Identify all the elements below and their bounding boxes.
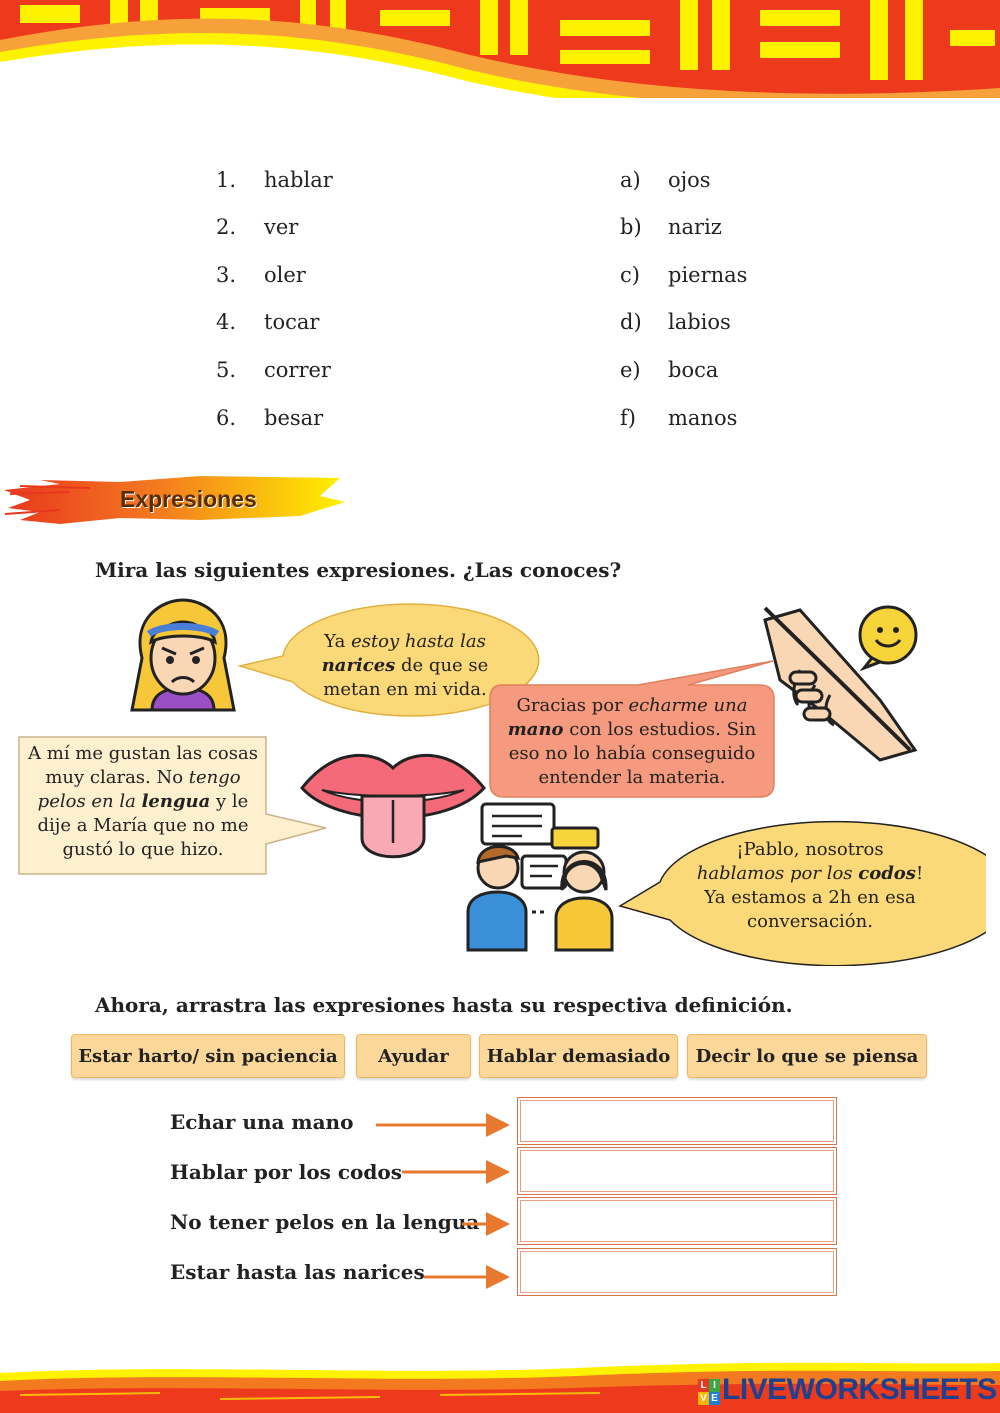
people-talking-icon xyxy=(462,800,622,960)
liveworksheets-brand: LIVEWORKSHEETS xyxy=(722,1373,997,1406)
left-word: oler xyxy=(264,263,306,287)
right-letter: f) xyxy=(620,406,636,430)
chip-ayudar[interactable]: Ayudar xyxy=(356,1034,471,1078)
badge-letter: I xyxy=(709,1379,720,1392)
left-word: besar xyxy=(264,406,324,430)
bubble-text-mano: Gracias por echarme una mano con los estudios. Sin eso no lo había conseguido entender la materia. xyxy=(507,695,757,788)
right-word: labios xyxy=(668,310,731,334)
expression-label: No tener pelos en la lengua xyxy=(170,1210,480,1234)
exercise-instruction: Ahora, arrastra las expresiones hasta su respectiva definición. xyxy=(95,993,793,1017)
expression-label: Estar hasta las narices xyxy=(170,1260,425,1284)
right-letter: b) xyxy=(620,215,642,239)
angry-girl-icon xyxy=(122,598,244,720)
badge-letter: V xyxy=(698,1392,709,1405)
bubble-text-codos: ¡Pablo, nosotros hablamos por los codos! Ya estamos a 2h en esa conversación. xyxy=(696,839,924,932)
chip-hablar-demasiado[interactable]: Hablar demasiado xyxy=(479,1034,678,1078)
right-letter: e) xyxy=(620,358,641,382)
drop-box-hablar-por-los-codos[interactable] xyxy=(517,1147,837,1195)
expression-label: Hablar por los codos xyxy=(170,1160,402,1184)
left-num: 3. xyxy=(216,263,237,287)
drop-box-no-tener-pelos[interactable] xyxy=(517,1197,837,1245)
arrows xyxy=(370,1110,515,1290)
badge-letter: E xyxy=(709,1392,720,1405)
right-word: manos xyxy=(668,406,738,430)
chip-decir-lo-que-se-piensa[interactable]: Decir lo que se piensa xyxy=(687,1034,927,1078)
right-word: nariz xyxy=(668,215,722,239)
right-word: boca xyxy=(668,358,719,382)
drop-box-echar-una-mano[interactable] xyxy=(517,1097,837,1145)
header-decoration xyxy=(0,0,1000,145)
left-word: hablar xyxy=(264,168,333,192)
right-letter: c) xyxy=(620,263,640,287)
note-text-lengua: A mí me gustan las cosas muy claras. No tengo pelos en la lengua y le dije a María que no me gustó lo que hizo. xyxy=(28,743,258,860)
expression-label: Echar una mano xyxy=(170,1110,354,1134)
left-num: 5. xyxy=(216,358,237,382)
right-word: piernas xyxy=(668,263,748,287)
chip-estar-harto[interactable]: Estar harto/ sin paciencia xyxy=(71,1034,345,1078)
badge-letter: L xyxy=(698,1379,709,1392)
left-num: 2. xyxy=(216,215,237,239)
lips-tongue-icon xyxy=(298,738,488,863)
right-word: ojos xyxy=(668,168,711,192)
left-num: 4. xyxy=(216,310,237,334)
left-word: ver xyxy=(264,215,299,239)
handshake-icon xyxy=(760,600,925,765)
bubble-text-narices: Ya estoy hasta las narices de que se metan en mi vida. xyxy=(321,631,489,700)
left-num: 6. xyxy=(216,406,237,430)
section-title: Expresiones xyxy=(120,486,257,512)
left-word: correr xyxy=(264,358,331,382)
liveworksheets-logo-icon xyxy=(698,1379,720,1405)
left-num: 1. xyxy=(216,168,237,192)
drop-box-estar-hasta-las-narices[interactable] xyxy=(517,1248,837,1296)
right-letter: d) xyxy=(620,310,642,334)
intro-question: Mira las siguientes expresiones. ¿Las conoces? xyxy=(95,558,622,582)
right-letter: a) xyxy=(620,168,641,192)
left-word: tocar xyxy=(264,310,320,334)
